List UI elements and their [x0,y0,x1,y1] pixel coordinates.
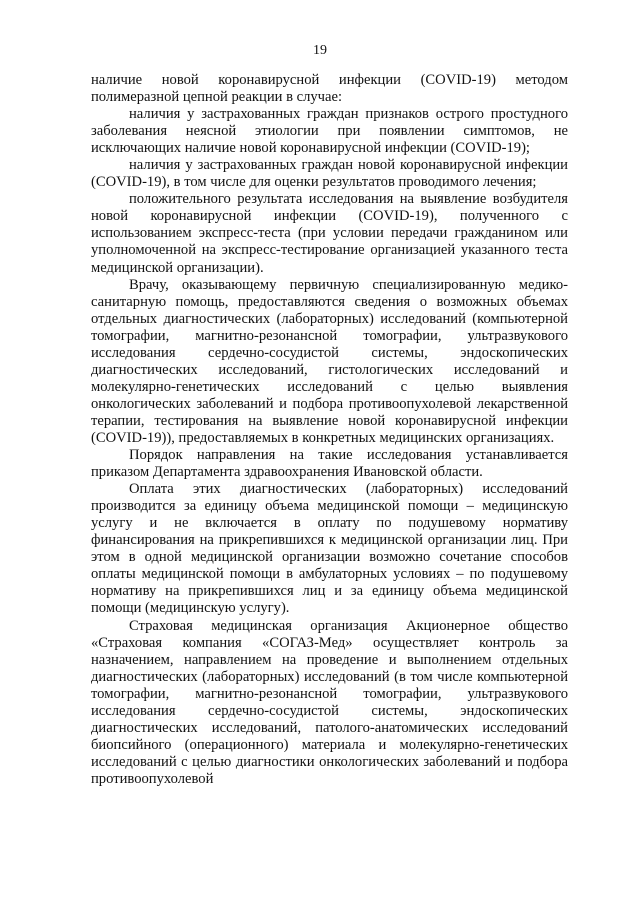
paragraph: положительного результата исследования на выявление возбудителя новой коронавирусной инфекции (COVID-19), полученного с использованием экспресс-теста (при условии передачи гражданином или уполномоченной на экспресс-тестирование организацией указанного теста медицинской организации). [91,191,568,276]
paragraph: Врачу, оказывающему первичную специализированную медико-санитарную помощь, предоставляются сведения о возможных объемах отдельных диагностических (лабораторных) исследований (компьютерной томографии, магнитно-резонансной томографии, ультразвукового исследования сердечно-сосудистой системы, эндоскопических диагностических исследований, гистологических исследований и молекулярно-генетических исследований с целью выявления онкологических заболеваний и подбора противоопухолевой лекарственной терапии, тестирования на выявление новой коронавирусной инфекции (COVID-19)), предоставляемых в конкретных медицинских организациях. [91,276,568,446]
paragraph: наличия у застрахованных граждан признаков острого простудного заболевания неясной этиологии при появлении симптомов, не исключающих наличие новой коронавирусной инфекции (COVID-19); [91,106,568,157]
paragraph: Оплата этих диагностических (лабораторных) исследований производится за единицу объема медицинской помощи – медицинскую услугу и не включается в оплату по подушевому нормативу финансирования на прикрепившихся к медицинской организации лиц. При этом в одной медицинской организации возможно сочетание способов оплаты медицинской помощи в амбулаторных условиях – по подушевому нормативу на прикрепившихся лиц и за единицу объема медицинской помощи (медицинскую услугу). [91,481,568,617]
page-number: 19 [313,43,327,58]
paragraph: Порядок направления на такие исследования устанавливается приказом Департамента здравоохранения Ивановской области. [91,447,568,481]
paragraph: наличие новой коронавирусной инфекции (COVID-19) методом полимеразной цепной реакции в случае: [91,72,568,106]
paragraph: наличия у застрахованных граждан новой коронавирусной инфекции (COVID-19), в том числе для оценки результатов проводимого лечения; [91,157,568,191]
document-body [91,72,568,788]
paragraph: Страховая медицинская организация Акционерное общество «Страховая компания «СОГАЗ-Мед» осуществляет контроль за назначением, направлением на проведение и выполнением отдельных диагностических (лабораторных) исследований (в том числе компьютерной томографии, магнитно-резонансной томографии, ультразвукового исследования сердечно-сосудистой системы, эндоскопических диагностических исследований, патолого-анатомических исследований биопсийного (операционного) материала и молекулярно-генетических исследований с целью диагностики онкологических заболеваний и подбора противоопухолевой [91,617,568,787]
